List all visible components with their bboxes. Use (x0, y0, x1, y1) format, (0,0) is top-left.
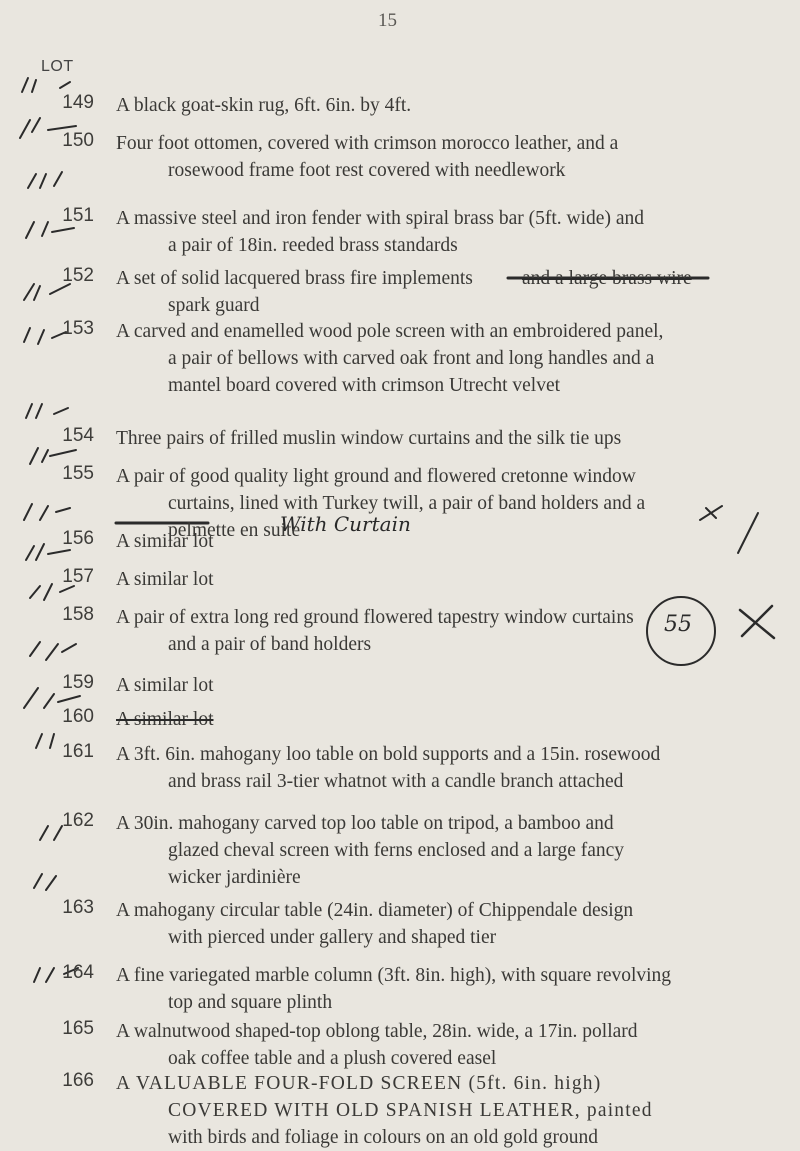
lot-line-first: A similar lot (116, 675, 214, 696)
lot-description (116, 425, 784, 452)
lot-description (116, 741, 784, 795)
lot-number: 152 (62, 265, 94, 286)
lot-description (116, 897, 784, 951)
lot-line-cont: COVERED WITH OLD SPANISH LEATHER, painted (168, 1100, 653, 1121)
lot-number: 156 (62, 528, 94, 549)
lot-column-heading: LOT (41, 58, 74, 75)
lot-number: 154 (62, 425, 94, 446)
lot-line-cont: oak coffee table and a plush covered easel (168, 1048, 497, 1069)
lot-line-cont: and brass rail 3-tier whatnot with a candle branch attached (168, 771, 624, 792)
lot-description (116, 130, 784, 184)
lot-description (116, 318, 784, 399)
lot-number: 157 (62, 566, 94, 587)
handwritten-price: 55 (664, 612, 692, 637)
lot-line-cont: curtains, lined with Turkey twill, a pair of band holders and a (168, 493, 646, 514)
lot-line-cont: wicker jardinière (168, 867, 301, 888)
lot-line-first: A carved and enamelled wood pole screen with an embroidered panel, (116, 321, 664, 342)
lot-number: 155 (62, 463, 94, 484)
lot-line-first: Four foot ottomen, covered with crimson morocco leather, and a (116, 133, 619, 154)
lot-line-cont: with pierced under gallery and shaped tier (168, 927, 497, 948)
lot-description (116, 604, 784, 658)
lot-line-first: Three pairs of frilled muslin window curtains and the silk tie ups (116, 428, 622, 449)
lot-description (116, 528, 784, 555)
lot-number: 153 (62, 318, 94, 339)
lot-line-first: A pair of good quality light ground and flowered cretonne window (116, 466, 636, 487)
lot-description (116, 1018, 784, 1072)
lot-description (116, 566, 784, 593)
lot-line-cont: top and square plinth (168, 992, 333, 1013)
lot-line-cont: and a pair of band holders (168, 634, 372, 655)
lot-line-cont: pelmette en suite (168, 520, 301, 541)
lot-description (116, 92, 784, 119)
lot-line-cont: with birds and foliage in colours on an old gold ground (168, 1127, 599, 1148)
lot-number: 164 (62, 962, 94, 983)
lot-number: 160 (62, 706, 94, 727)
lot-description (116, 1070, 784, 1151)
lot-description (116, 672, 784, 699)
lot-number: 165 (62, 1018, 94, 1039)
lot-line-first: A set of solid lacquered brass fire implements (116, 268, 473, 289)
lot-line-first: A massive steel and iron fender with spiral brass bar (5ft. wide) and (116, 208, 644, 229)
lot-line-first: A pair of extra long red ground flowered tapestry window curtains (116, 607, 634, 628)
lot-line-cont: a pair of 18in. reeded brass standards (168, 235, 458, 256)
lot-line-cont: glazed cheval screen with ferns enclosed and a large fancy (168, 840, 625, 861)
lot-line-first: A VALUABLE FOUR-FOLD SCREEN (5ft. 6in. high) (116, 1073, 602, 1094)
lot-number: 161 (62, 741, 94, 762)
lot-description (116, 962, 784, 1016)
lot-number: 158 (62, 604, 94, 625)
handwritten-note: With Curtain (280, 512, 411, 536)
lot-line-cont: spark guard (168, 295, 260, 316)
lot-description (116, 706, 784, 733)
lot-description (116, 265, 784, 319)
lot-line-first: A black goat-skin rug, 6ft. 6in. by 4ft. (116, 95, 412, 116)
lot-number: 162 (62, 810, 94, 831)
struck-text: and a large brass wire (522, 268, 692, 289)
lot-number: 163 (62, 897, 94, 918)
page-number: 15 (378, 10, 397, 31)
lot-line-first: A walnutwood shaped-top oblong table, 28in. wide, a 17in. pollard (116, 1021, 638, 1042)
lot-line-first: A fine variegated marble column (3ft. 8in. high), with square revolving (116, 965, 672, 986)
lot-line-first: A similar lot (116, 569, 214, 590)
lot-description (116, 205, 784, 259)
lot-description (116, 810, 784, 891)
lot-line-first: A 3ft. 6in. mahogany loo table on bold supports and a 15in. rosewood (116, 744, 661, 765)
lot-number: 151 (62, 205, 94, 226)
lot-line-cont: mantel board covered with crimson Utrecht velvet (168, 375, 561, 396)
lot-line-first: A 30in. mahogany carved top loo table on tripod, a bamboo and (116, 813, 614, 834)
lot-number: 166 (62, 1070, 94, 1091)
lot-number: 149 (62, 92, 94, 113)
lot-number: 150 (62, 130, 94, 151)
lot-line-cont: rosewood frame foot rest covered with needlework (168, 160, 566, 181)
lot-line-first: A similar lot (116, 709, 214, 730)
lot-line-first: A similar lot (116, 531, 214, 552)
lot-line-cont: a pair of bellows with carved oak front and long handles and a (168, 348, 655, 369)
lot-number: 159 (62, 672, 94, 693)
lot-line-first: A mahogany circular table (24in. diameter) of Chippendale design (116, 900, 634, 921)
